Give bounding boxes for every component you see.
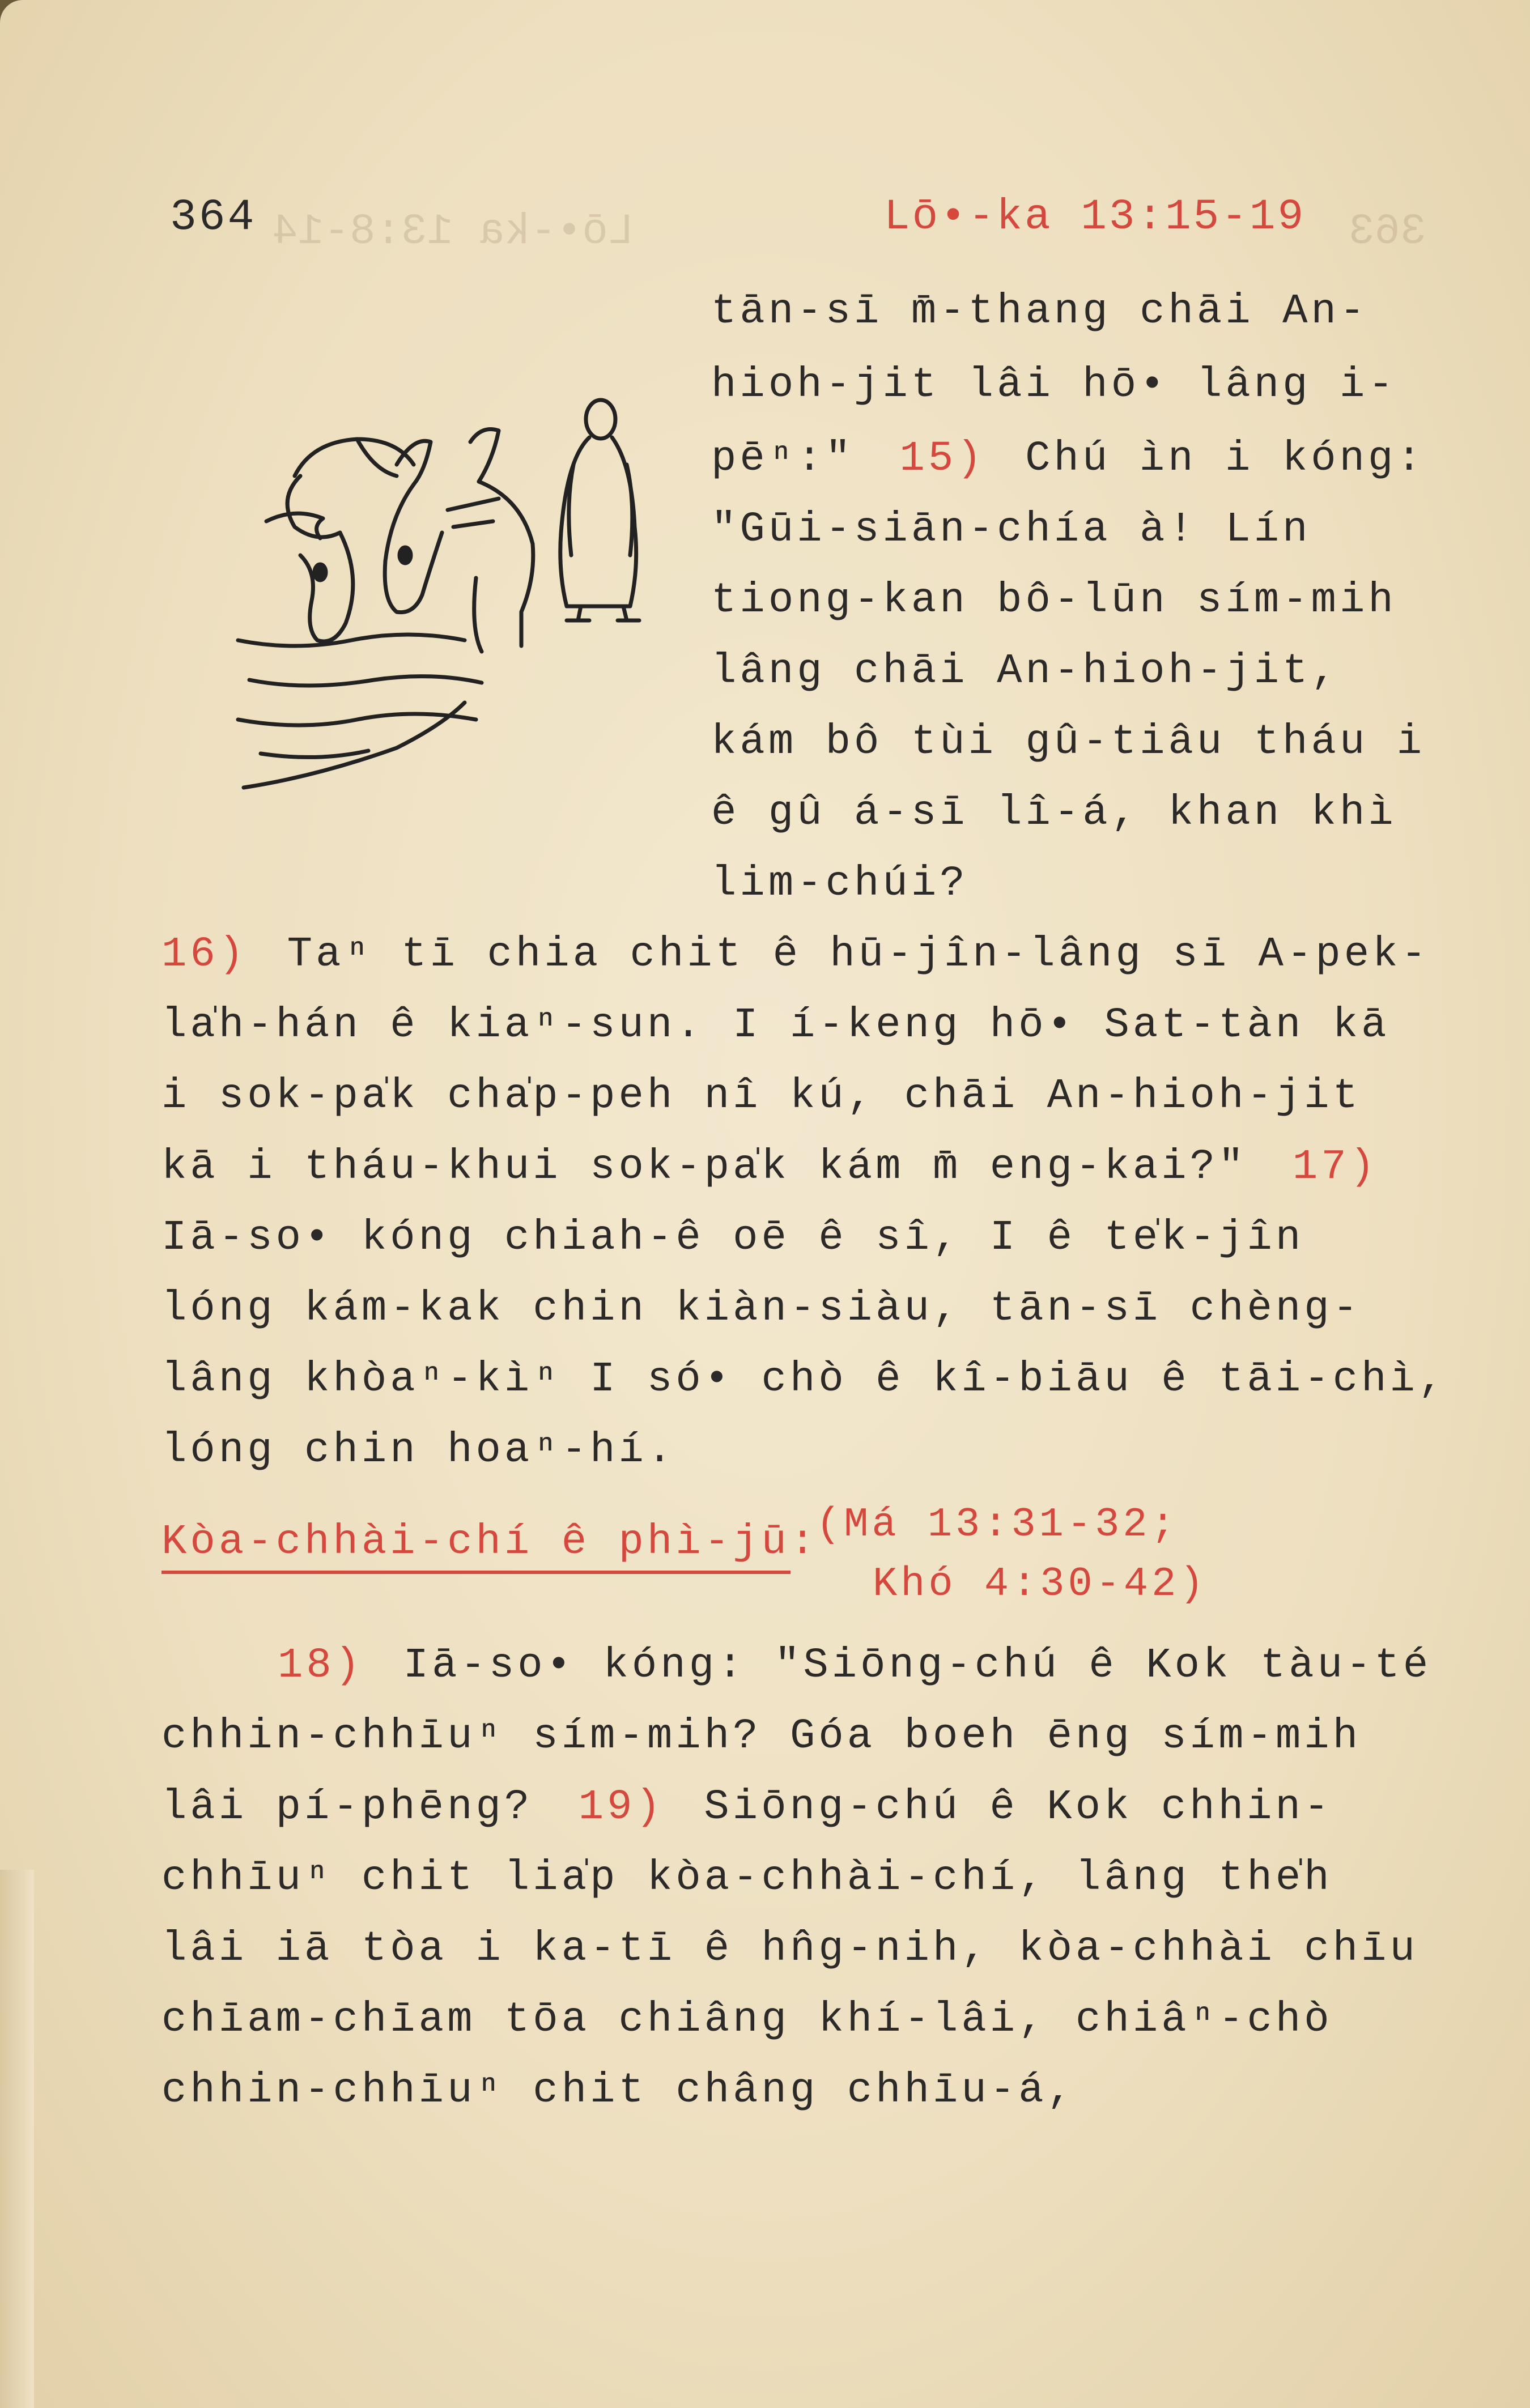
- text-line: chīam-chīam tōa chiâng khí-lâi, chiâⁿ-chò: [162, 1996, 1333, 2044]
- text-line: lóng chin hoaⁿ-hí.: [162, 1427, 676, 1474]
- text-line: chhin-chhīuⁿ chit châng chhīu-á,: [162, 2067, 1076, 2115]
- page-edge-shadow: [0, 1870, 34, 2408]
- text-line: i sok-pa̍k cha̍p-peh nî kú, chāi An-hioh-jit: [162, 1073, 1362, 1120]
- text-line: [162, 929, 1430, 980]
- running-header: Lō•-ka 13:15-19: [884, 193, 1306, 241]
- text-line: [711, 433, 1425, 484]
- text-line: [278, 1640, 1431, 1691]
- text-line: tiong-kan bô-lūn sím-mih: [711, 577, 1397, 624]
- page-number: 364: [170, 193, 257, 242]
- text-line: la̍h-hán ê kiaⁿ-sun. I í-keng hō• Sat-tàn kā: [162, 1002, 1390, 1049]
- ghost-header-ref: Lō•-ka 13:8-14: [272, 207, 634, 256]
- text-line: [162, 1142, 1378, 1193]
- text-segment: Chú ìn i kóng:: [1025, 435, 1425, 483]
- text-line: Iā-so• kóng chiah-ê oē ê sî, I ê te̍k-jîn: [162, 1214, 1304, 1262]
- text-line: kám bô tùi gû-tiâu tháu i: [711, 718, 1426, 766]
- text-line: lim-chúi?: [711, 860, 968, 908]
- verse-number: 15): [899, 435, 985, 483]
- text-line: "Gūi-siān-chía à! Lín: [711, 506, 1311, 554]
- text-line: tān-sī m̄-thang chāi An-: [711, 288, 1368, 335]
- text-line: lâng khòaⁿ-kìⁿ I só• chò ê kî-biāu ê tāi-chì,: [162, 1356, 1447, 1403]
- text-segment: lâi pí-phēng?: [162, 1784, 533, 1831]
- text-line: lâi iā tòa i ka-tī ê hn̂g-nih, kòa-chhài chīu: [162, 1925, 1418, 1973]
- text-line: hioh-jit lâi hō• lâng i-: [711, 361, 1397, 409]
- cross-reference: Khó 4:30-42): [873, 1561, 1208, 1607]
- text-line: chhīuⁿ chit lia̍p kòa-chhài-chí, lâng the̍h: [162, 1854, 1333, 1902]
- text-line: [162, 1782, 1332, 1833]
- section-heading-underline: [162, 1571, 790, 1574]
- text-segment: Iā-so• kóng: "Siōng-chú ê Kok tàu-té: [403, 1642, 1432, 1690]
- text-line: chhin-chhīuⁿ sím-mih? Góa boeh ēng sím-mih: [162, 1713, 1362, 1760]
- oxen-donkey-and-man-drawing: [227, 385, 708, 827]
- text-line: lâng chāi An-hioh-jit,: [711, 648, 1340, 695]
- text-segment: Siōng-chú ê Kok chhin-: [704, 1784, 1333, 1831]
- ghost-page-number: 363: [1349, 207, 1426, 256]
- verse-number: 16): [162, 931, 248, 978]
- text-line: lóng kám-kak chin kiàn-siàu, tān-sī chèng-: [162, 1285, 1362, 1333]
- verse-number: 19): [578, 1784, 664, 1831]
- text-line: ê gû á-sī lî-á, khan khì: [711, 789, 1397, 837]
- section-heading: Kòa-chhài-chí ê phì-jū:: [162, 1518, 819, 1566]
- text-segment: Taⁿ tī chia chit ê hū-jîn-lâng sī A-pek-: [287, 931, 1430, 978]
- cross-reference: (Má 13:31-32;: [816, 1501, 1179, 1548]
- verse-number: 17): [1292, 1143, 1379, 1191]
- text-segment: kā i tháu-khui sok-pa̍k kám m̄ eng-kai?": [162, 1143, 1247, 1191]
- text-segment: pēⁿ:": [711, 435, 855, 483]
- verse-number: 18): [278, 1642, 364, 1690]
